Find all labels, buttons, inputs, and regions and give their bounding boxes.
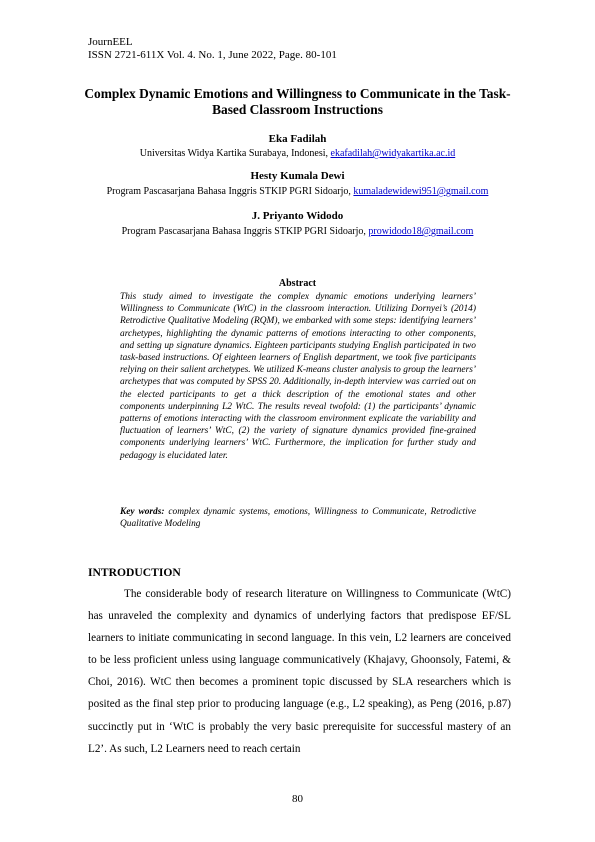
affiliation-text: Program Pascasarjana Bahasa Inggris STKIP PGRI Sidoarjo,: [106, 186, 354, 197]
author-affiliation: [0, 148, 595, 160]
author-email-link[interactable]: prowidodo18@gmail.com: [368, 226, 474, 237]
journal-header: [88, 36, 337, 62]
author-affiliation: [0, 226, 595, 238]
author-name: Eka Fadilah: [268, 133, 327, 145]
author-email-link[interactable]: ekafadilah@widyakartika.ac.id: [330, 148, 456, 159]
introduction-paragraph: The considerable body of research literature on Willingness to Communicate (WtC) has unraveled the complexity and dynamics of underlying factors that predispose EF/SL learners to initiate communicating in second language. In this vein, L2 learners are conceived to be less proficient unless using language communicatively (Khajavy, Ghoonsoly, Fatemi, & Choi, 2016). WtC then becomes a prominent topic discussed by SLA researchers which is posited as the final step prior to producing language (e.g., L2 speaking), as Peng (2016, p.87) succinctly put in ‘WtC is probably the very basic prerequisite for successful mastery of an L2’. As such, L2 Learners need to reach certain: [88, 588, 511, 755]
journal-name: JournEEL: [88, 36, 133, 48]
affiliation-text: Program Pascasarjana Bahasa Inggris STKIP PGRI Sidoarjo,: [121, 226, 369, 237]
author-affiliation: [0, 186, 595, 198]
keywords-text: complex dynamic systems, emotions, Willingness to Communicate, Retrodictive Qualitative Modeling: [120, 507, 477, 530]
author-email-link[interactable]: kumaladewidewi951@gmail.com: [353, 186, 489, 197]
abstract-text: This study aimed to investigate the complex dynamic emotions underlying learners’ Willingness to Communicate (WtC) in the classroom interaction. Utilizing Dornyei’s (2014) Retrodictive Qualitative Modeling (RQM), we embarked with some steps: identifying learners’ archetypes, highlighting the dynamic patterns of emotions interacting to other components, and setting up signature dynamics. Eighteen participants studying English participated in two task-based instructions. Of eighteen learners of English department, we took five participants relying on their salient archetypes. We utilized K-means cluster analysis to group the learners’ archetypes that was computed by SPSS 20. Additionally, in-depth interview was carried out on the elected participants to get a thick description of the emotional states and other components underpinning L2 WtC. The results reveal twofold: (1) the participants’ dynamic patterns of emotions interacting with the classroom environment explicate the variability and fluctuation of learners’ WtC, (2) the variety of signature dynamics provided fine-grained components underlying learners’ WtC. Furthermore, the implication for further study and pedagogy is elucidated later.: [120, 292, 476, 461]
author-name: J. Priyanto Widodo: [251, 210, 344, 222]
issn-line: ISSN 2721-611X Vol. 4. No. 1, June 2022, Page. 80-101: [88, 49, 337, 61]
author-name: Hesty Kumala Dewi: [250, 170, 345, 182]
keywords-label: Key words:: [120, 507, 165, 517]
keywords: [120, 506, 476, 530]
abstract-heading: Abstract: [278, 278, 317, 289]
paper-title: Complex Dynamic Emotions and Willingness to Communicate in the Task-Based Classroom Instructions: [84, 86, 511, 117]
affiliation-text: Universitas Widya Kartika Surabaya, Indonesi,: [139, 148, 331, 159]
section-heading: INTRODUCTION: [88, 566, 181, 579]
page-number: 80: [292, 793, 303, 805]
